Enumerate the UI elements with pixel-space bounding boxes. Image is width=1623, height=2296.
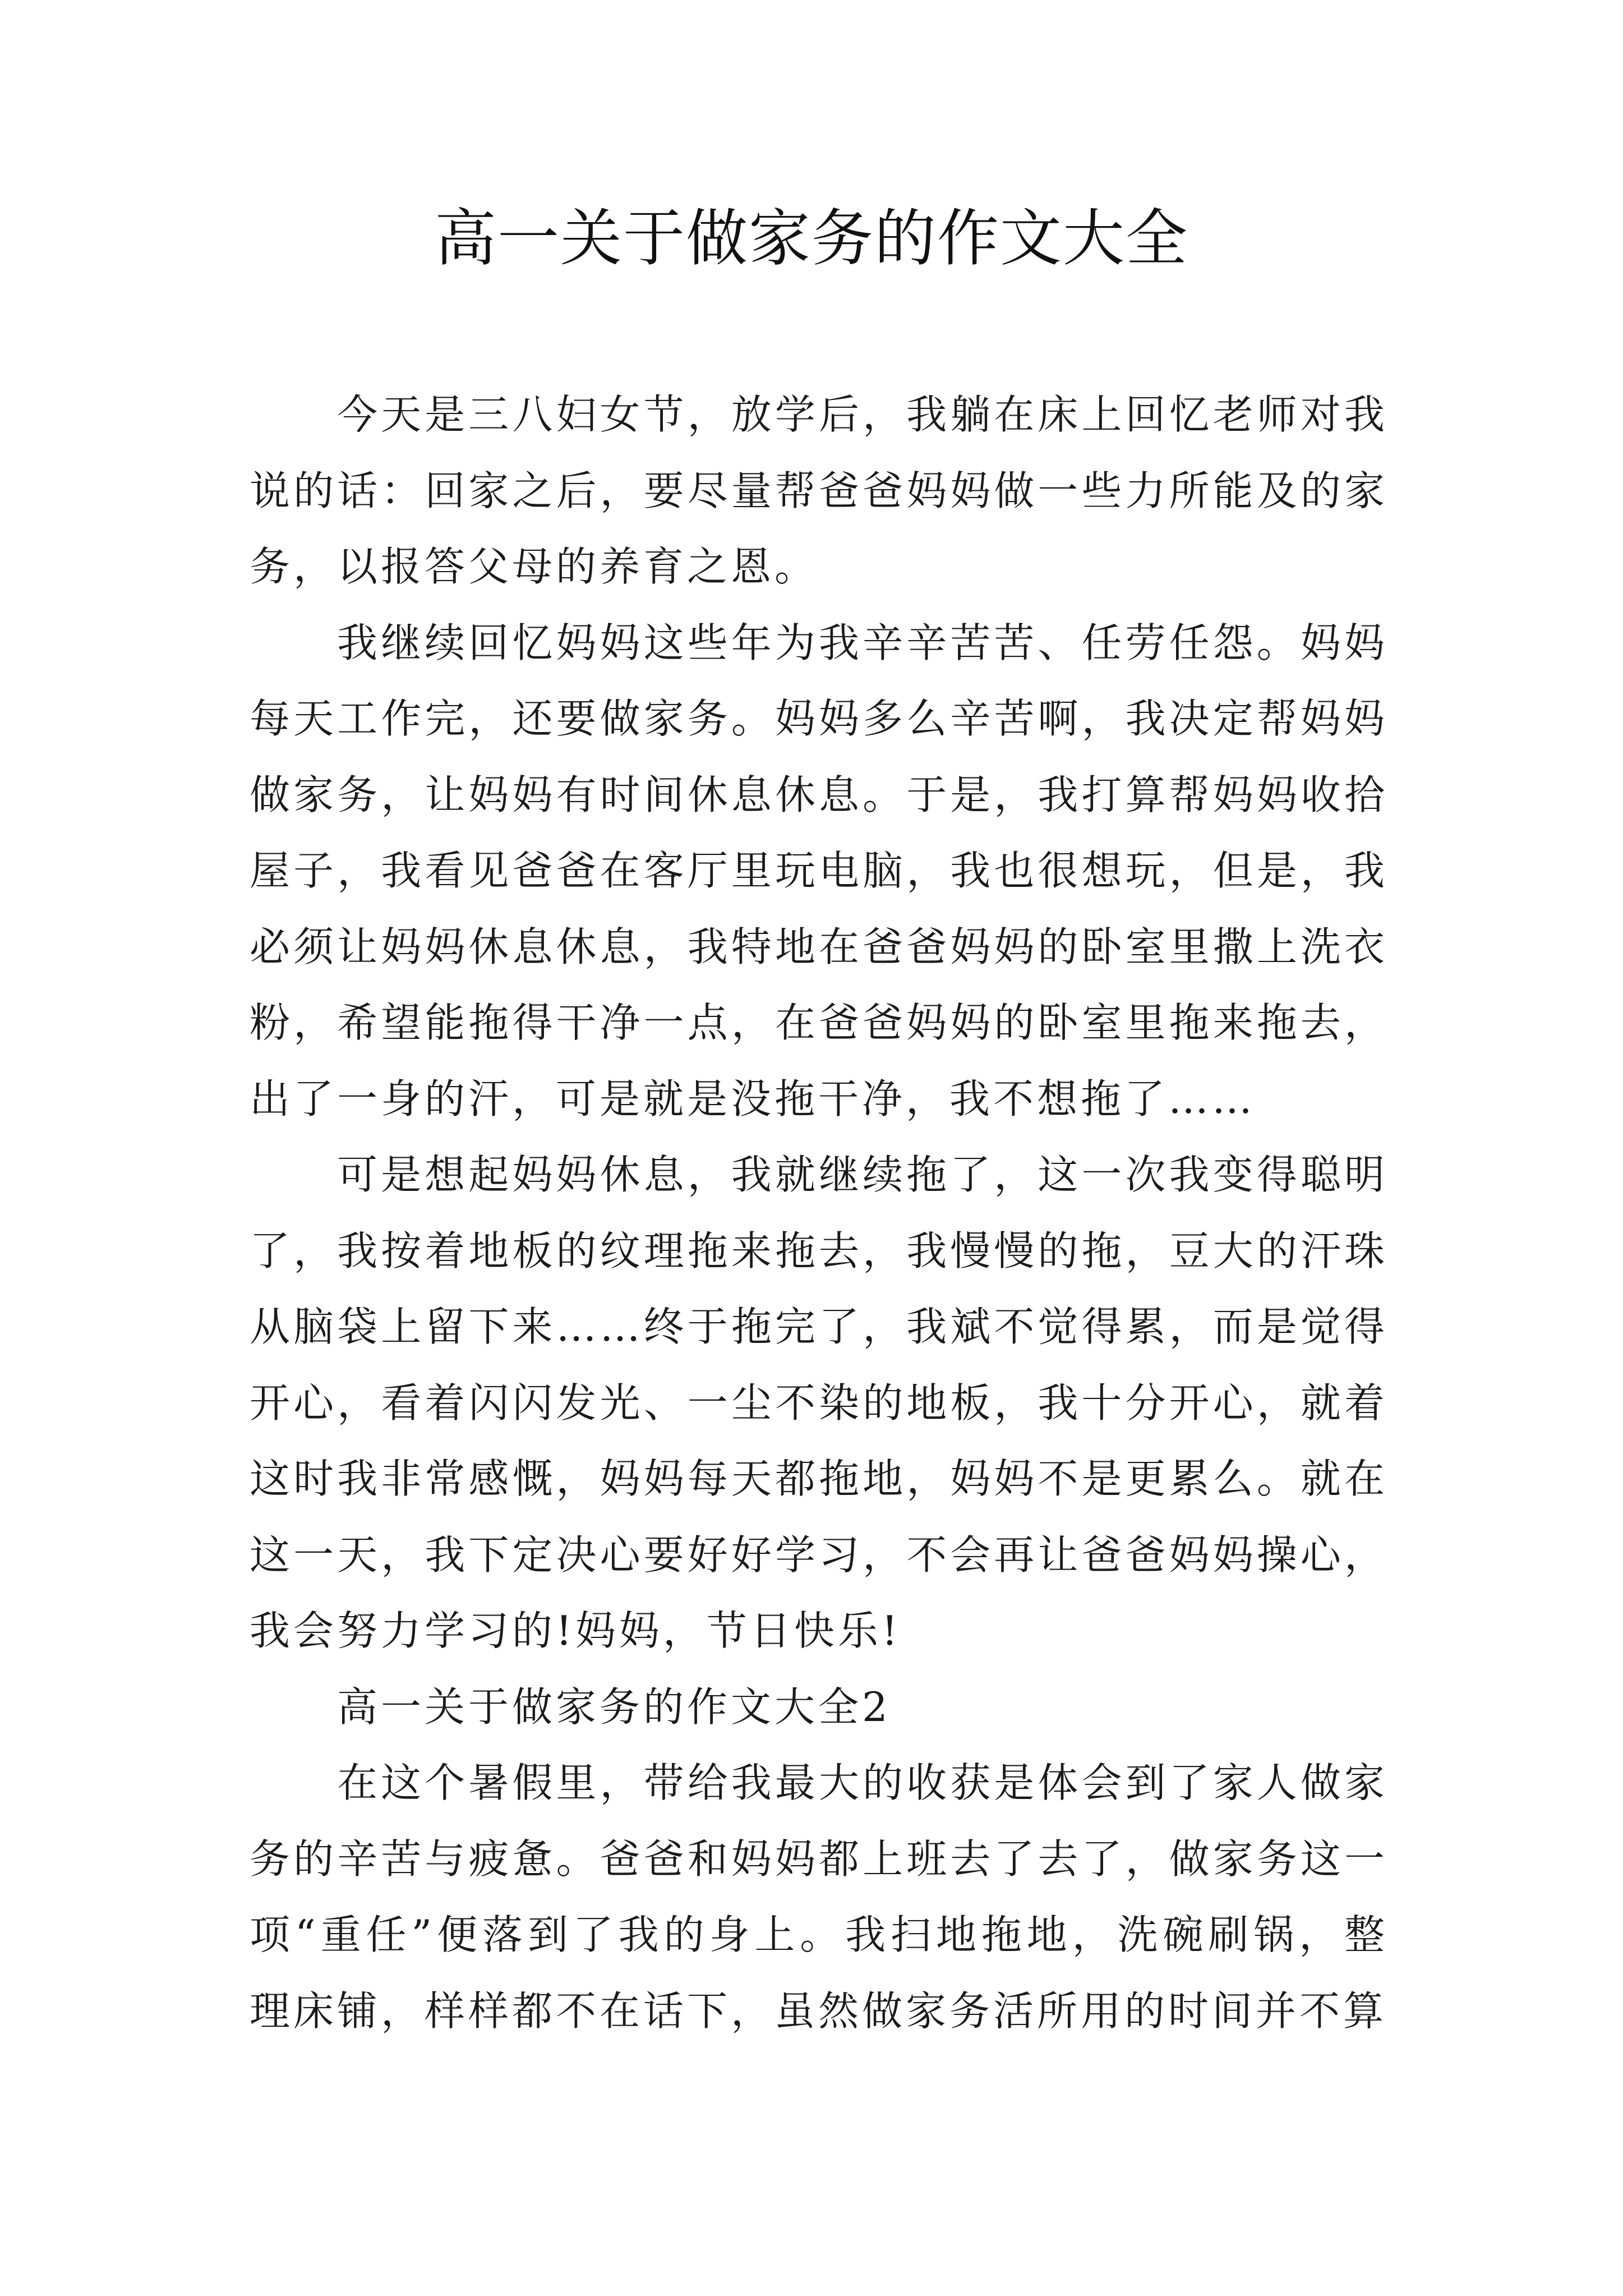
paragraph-1: 今天是三八妇女节，放学后，我躺在床上回忆老师对我说的话：回家之后，要尽量帮爸爸妈妈做一些力所能及的家务，以报答父母的养育之恩。 [250, 391, 1388, 590]
document-body [250, 377, 1388, 2049]
document-title: 高一关于做家务的作文大全 [435, 203, 1188, 274]
paragraph-2: 我继续回忆妈妈这些年为我辛辛苦苦、任劳任怨。妈妈每天工作完，还要做家务。妈妈多么辛苦啊，我决定帮妈妈做家务，让妈妈有时间休息休息。于是，我打算帮妈妈收拾屋子，我看见爸爸在客厅里玩电脑，我也很想玩，但是，我必须让妈妈休息休息，我特地在爸爸妈妈的卧室里撒上洗衣粉，希望能拖得干净一点，在爸爸妈妈的卧室里拖来拖去，出了一身的汗，可是就是没拖干净，我不想拖了…… [250, 619, 1388, 1122]
section-subheading: 高一关于做家务的作文大全2 [337, 1683, 891, 1731]
paragraph-3: 可是想起妈妈休息，我就继续拖了，这一次我变得聪明了，我按着地板的纹理拖来拖去，我慢慢的拖，豆大的汗珠从脑袋上留下来……终于拖完了，我斌不觉得累，而是觉得开心，看着闪闪发光、一尘不染的地板，我十分开心，就着这时我非常感慨，妈妈每天都拖地，妈妈不是更累么。就在这一天，我下定决心要好好学习，不会再让爸爸妈妈操心，我会努力学习的!妈妈，节日快乐! [250, 1151, 1388, 1654]
paragraph-4: 在这个暑假里，带给我最大的收获是体会到了家人做家务的辛苦与疲惫。爸爸和妈妈都上班去了去了，做家务这一项“重任”便落到了我的身上。我扫地拖地，洗碗刷锅，整理床铺，样样都不在话下，虽然做家务活所用的时间并不算 [250, 1759, 1388, 2035]
